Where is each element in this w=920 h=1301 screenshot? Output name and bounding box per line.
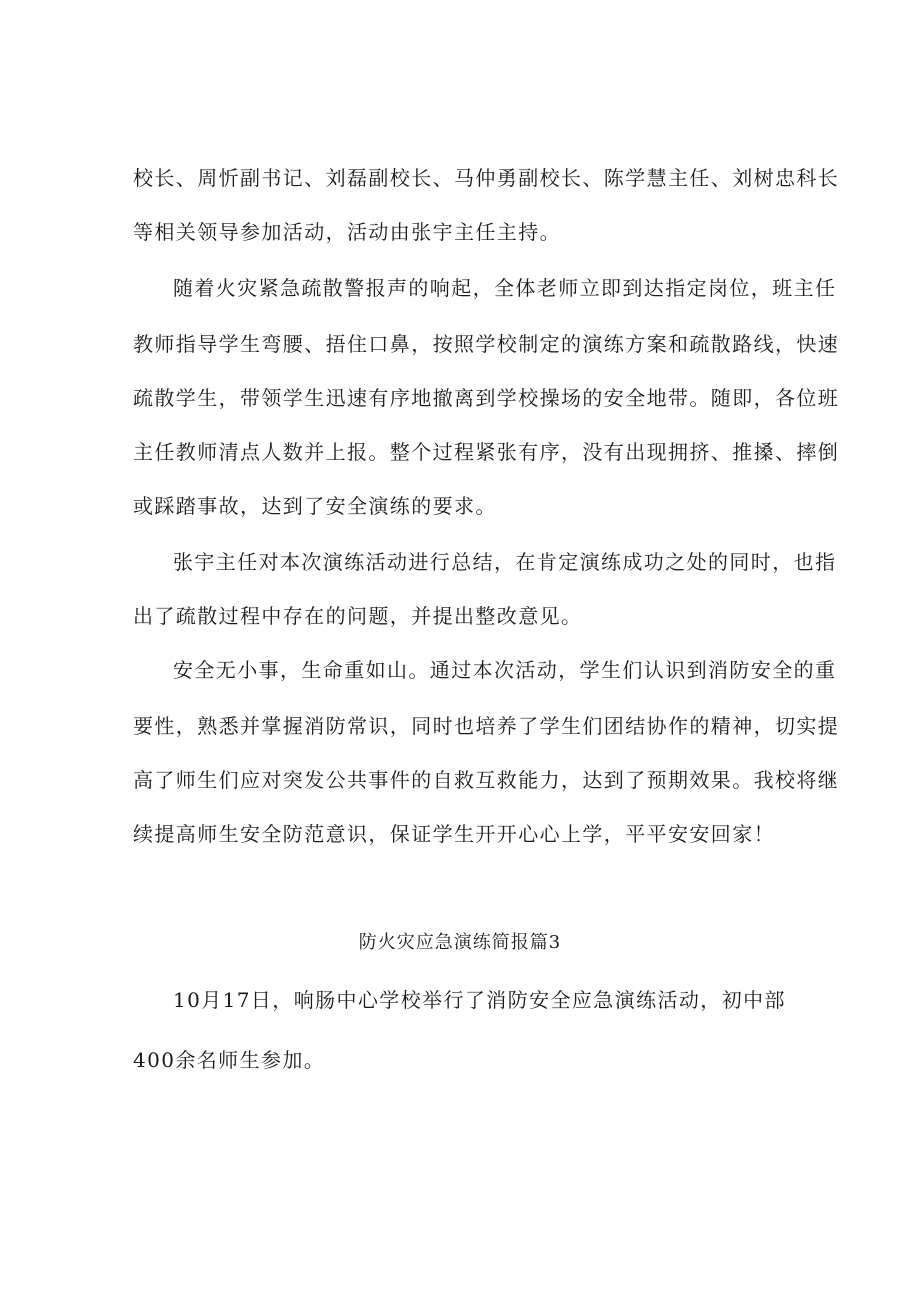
paragraph-1-line-2: 等相关领导参加活动，活动由张宇主任主持。 — [133, 220, 561, 244]
section-paragraph-line-1: 10月17日，响肠中心学校举行了消防安全应急演练活动，初中部 — [173, 988, 786, 1012]
paragraph-2-line-3: 疏散学生，带领学生迅速有序地撤离到学校操场的安全地带。随即，各位班 — [133, 386, 840, 410]
paragraph-4-line-2: 要性，熟悉并掌握消防常识，同时也培养了学生们团结协作的精神，切实提 — [133, 714, 840, 738]
paragraph-4-line-3: 高了师生们应对突发公共事件的自救互救能力，达到了预期效果。我校将继 — [133, 768, 840, 792]
paragraph-1-line-1: 校长、周忻副书记、刘磊副校长、马仲勇副校长、陈学慧主任、刘树忠科长 — [133, 166, 840, 190]
paragraph-2-line-2: 教师指导学生弯腰、捂住口鼻，按照学校制定的演练方案和疏散路线，快速 — [133, 332, 840, 356]
paragraph-3-line-1: 张宇主任对本次演练活动进行总结，在肯定演练成功之处的同时，也指 — [173, 550, 837, 574]
paragraph-2-line-1: 随着火灾紧急疏散警报声的响起，全体老师立即到达指定岗位，班主任 — [173, 276, 837, 300]
paragraph-4-line-1: 安全无小事，生命重如山。通过本次活动，学生们认识到消防安全的重 — [173, 658, 837, 682]
paragraph-2-line-5: 或踩踏事故，达到了安全演练的要求。 — [133, 494, 497, 518]
paragraph-2-line-4: 主任教师清点人数并上报。整个过程紧张有序，没有出现拥挤、推搡、摔倒 — [133, 440, 840, 464]
paragraph-3-line-2: 出了疏散过程中存在的问题，并提出整改意见。 — [133, 604, 583, 628]
section-heading: 防火灾应急演练简报篇3 — [358, 932, 562, 953]
section-paragraph-line-2: 400余名师生参加。 — [133, 1048, 326, 1072]
paragraph-4-line-4: 续提高师生安全防范意识，保证学生开开心心上学，平平安安回家！ — [133, 822, 775, 846]
